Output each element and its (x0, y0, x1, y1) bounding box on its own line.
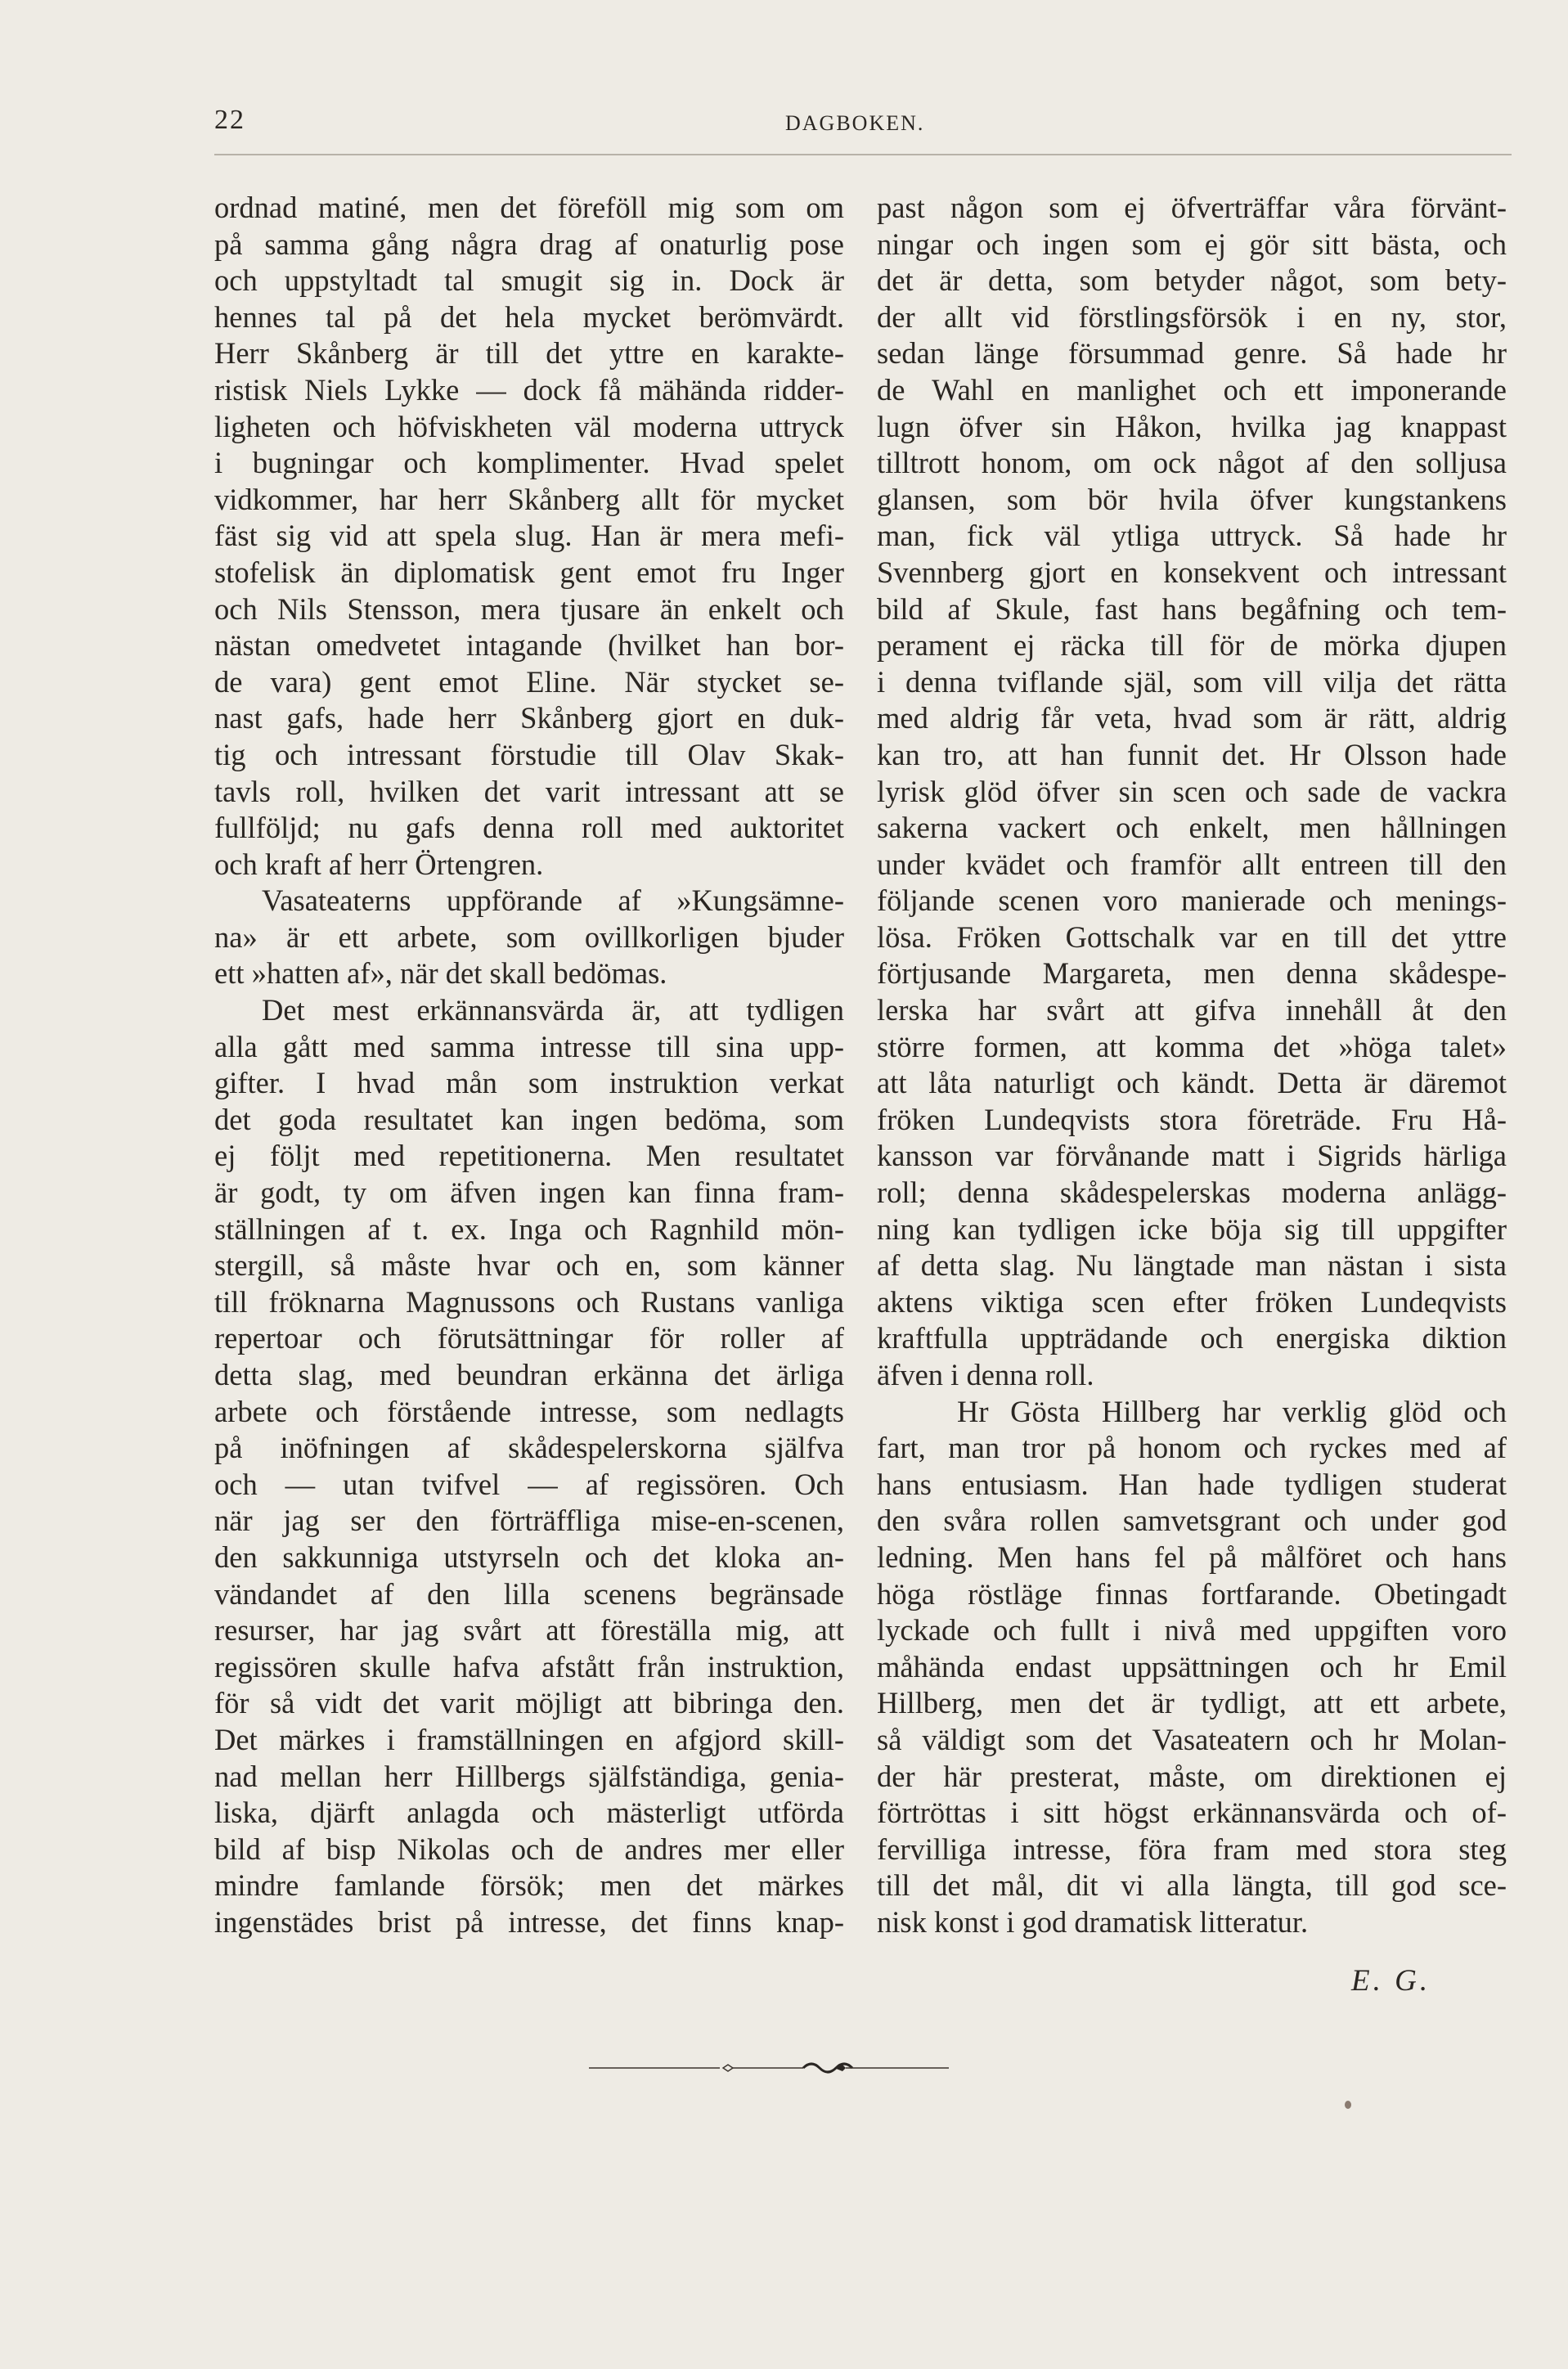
text-line: tig och intressant förstudie till Olav Skak- (214, 737, 844, 771)
text-line: hans entusiasm. Han hade tydligen studerat (877, 1467, 1507, 1501)
text-line: Det mest erkännansvärda är, att tydligen (262, 993, 844, 1027)
text-line: regissören skulle hafva afstått från instruktion, (214, 1649, 844, 1683)
text-line: vidkommer, har herr Skånberg allt för mycket (214, 482, 844, 516)
text-line: past någon som ej öfverträffar våra förvänt- (877, 191, 1507, 224)
ink-speck (1345, 2101, 1351, 2109)
text-line: äfven i denna roll. (877, 1358, 1094, 1391)
text-line: på inöfningen af skådespelerskorna själfva (214, 1431, 844, 1465)
text-line: kan tro, att han funnit det. Hr Olsson hade (877, 737, 1507, 771)
text-line: kansson var förvånande matt i Sigrids härliga (877, 1139, 1507, 1173)
text-line: tilltrott honom, om ock något af den solljusa (877, 446, 1507, 480)
text-line: ningar och ingen som ej gör sitt bästa, och (877, 227, 1507, 261)
text-line: Hr Gösta Hillberg har verklig glöd och (957, 1394, 1507, 1428)
text-line: ristisk Niels Lykke — dock få mähända ridder- (214, 372, 844, 407)
text-line: aktens viktiga scen efter fröken Lundeqvists (877, 1284, 1507, 1319)
text-line: af detta slag. Nu längtade man nästan i sista (877, 1248, 1507, 1283)
text-line: ställningen af t. ex. Inga och Ragnhild mön- (214, 1211, 844, 1246)
text-line: lugn öfver sin Håkon, hvilka jag knappast (877, 409, 1507, 443)
text-line: na» är ett arbete, som ovillkorligen bjuder (214, 919, 844, 954)
text-line: den svåra rollen samvetsgrant och under god (877, 1504, 1507, 1538)
text-line: och — utan tvifvel — af regissören. Och (214, 1467, 844, 1501)
text-line: förtjusande Margareta, men denna skådespe- (877, 956, 1507, 991)
text-line: arbete och förstående intresse, som nedlagts (214, 1394, 844, 1428)
text-line: ligheten och höfviskheten väl moderna uttryck (214, 409, 844, 443)
text-line: vändandet af den lilla scenens begränsade (214, 1576, 844, 1611)
text-line: är godt, ty om äfven ingen kan finna fram- (214, 1176, 844, 1210)
text-line: det goda resultatet kan ingen bedöma, som (214, 1102, 844, 1136)
text-line: lyckade och fullt i nivå med uppgiften voro (877, 1613, 1507, 1648)
text-line: fervilliga intresse, föra fram med stora steg (877, 1832, 1507, 1866)
text-line: ordnad matiné, men det föreföll mig som om (214, 191, 844, 224)
text-line: det är detta, som betyder något, som bety- (877, 263, 1507, 298)
text-line: med aldrig får veta, hvad som är rätt, aldrig (877, 701, 1507, 735)
text-line: så väldigt som det Vasateatern och hr Molan- (877, 1722, 1507, 1756)
text-line: och Nils Stensson, mera tjusare än enkelt och (214, 591, 844, 626)
text-line: ej följt med repetitionerna. Men resultatet (214, 1139, 844, 1173)
page-number: 22 (214, 105, 245, 135)
text-line: de vara) gent emot Eline. När stycket se- (214, 664, 844, 699)
text-line: under kvädet och framför allt entreen till den (877, 847, 1507, 881)
text-line: nast gafs, hade herr Skånberg gjort en duk- (214, 701, 844, 735)
text-line: ning kan tydligen icke böja sig till uppgifter (877, 1211, 1507, 1246)
text-line: lösa. Fröken Gottschalk var en till det yttre (877, 919, 1507, 954)
text-line: bild af Skule, fast hans begåfning och tem- (877, 591, 1507, 626)
text-line: och kraft af herr Örtengren. (214, 847, 544, 881)
text-line: der allt vid förstlingsförsök i en ny, stor, (877, 299, 1507, 334)
text-line: stofelisk än diplomatisk gent emot fru Inger (214, 555, 844, 589)
text-line: gifter. I hvad mån som instruktion verkat (214, 1066, 844, 1100)
text-line: hennes tal på det hela mycket berömvärdt. (214, 299, 844, 334)
text-line: nästan omedvetet intagande (hvilket han bor- (214, 628, 844, 663)
text-line: fäst sig vid att spela slug. Han är mera mefi- (214, 519, 844, 553)
text-line: i denna tviflande själ, som vill vilja det rätta (877, 664, 1507, 699)
text-line: bild af bisp Nikolas och de andres mer eller (214, 1832, 844, 1866)
tailpiece-ornament (589, 2058, 949, 2078)
text-line: nisk konst i god dramatisk litteratur. (877, 1904, 1309, 1939)
text-line: de Wahl en manlighet och ett imponerande (877, 372, 1507, 407)
text-line: i bugningar och komplimenter. Hvad spelet (214, 446, 844, 480)
text-line: ett »hatten af», när det skall bedömas. (214, 956, 667, 991)
text-line: resurser, har jag svårt att föreställa mig, att (214, 1613, 844, 1648)
text-line: Herr Skånberg är till det yttre en karakte- (214, 336, 844, 371)
text-line: roll; denna skådespelerskas moderna anlägg- (877, 1176, 1507, 1210)
header-rule (214, 154, 1512, 155)
text-line: när jag ser den förträffliga mise-en-scenen, (214, 1504, 844, 1538)
text-line: detta slag, med beundran erkänna det ärliga (214, 1358, 844, 1391)
text-line: nad mellan herr Hillbergs själfständiga, genia- (214, 1759, 844, 1793)
text-line: liska, djärft anlagda och mästerligt utförda (214, 1796, 844, 1830)
text-line: Hillberg, men det är tydligt, att ett arbete, (877, 1686, 1507, 1720)
text-line: Svennberg gjort en konsekvent och intressant (877, 555, 1507, 589)
text-line: fullföljd; nu gafs denna roll med auktoritet (214, 811, 844, 845)
text-line: man, fick väl ytliga uttryck. Så hade hr (877, 519, 1507, 553)
text-line: alla gått med samma intresse till sina upp- (214, 1029, 844, 1063)
text-line: ledning. Men hans fel på målföret och hans (877, 1540, 1507, 1574)
text-line: måhända endast uppsättningen och hr Emil (877, 1649, 1507, 1683)
text-line: att låta naturligt och kändt. Detta är däremot (877, 1066, 1507, 1100)
text-line: höga röstläge finnas fortfarande. Obetingadt (877, 1576, 1507, 1611)
text-line: förtröttas i sitt högst erkännansvärda och of- (877, 1796, 1507, 1830)
text-line: lyrisk glöd öfver sin scen och sade de vackra (877, 774, 1507, 808)
text-line: till fröknarna Magnussons och Rustans vanliga (214, 1284, 844, 1319)
running-title: DAGBOKEN. (785, 111, 925, 135)
text-line: för så vidt det varit möjligt att bibringa den. (214, 1686, 844, 1720)
left-column (214, 190, 844, 1941)
text-line: der här presterat, måste, om direktionen ej (877, 1759, 1507, 1793)
signature: E. G. (1351, 1964, 1431, 1998)
text-line: stergill, så måste hvar och en, som känner (214, 1248, 844, 1283)
text-line: fart, man tror på honom och ryckes med af (877, 1431, 1507, 1465)
text-line: till det mål, dit vi alla längta, till god sce- (877, 1868, 1507, 1903)
text-line: glansen, som bör hvila öfver kungstankens (877, 482, 1507, 516)
text-line: lerska har svårt att gifva innehåll åt den (877, 993, 1507, 1027)
text-line: sedan länge försummad genre. Så hade hr (877, 336, 1507, 371)
text-line: mindre famlande försök; men det märkes (214, 1868, 844, 1903)
text-line: den sakkunniga utstyrseln och det kloka an- (214, 1540, 844, 1574)
right-column (877, 190, 1507, 1941)
text-line: Det märkes i framställningen en afgjord skill- (214, 1722, 844, 1756)
text-line: fröken Lundeqvists stora företräde. Fru Hå- (877, 1102, 1507, 1136)
text-line: och uppstyltadt tal smugit sig in. Dock är (214, 263, 844, 298)
text-line: följande scenen voro manierade och menings- (877, 883, 1507, 918)
text-line: sakerna vackert och enkelt, men hållningen (877, 811, 1507, 845)
text-line: tavls roll, hvilken det varit intressant att se (214, 774, 844, 808)
text-line: kraftfulla uppträdande och energiska diktion (877, 1321, 1507, 1355)
text-line: på samma gång några drag af onaturlig pose (214, 227, 844, 261)
text-line: repertoar och förutsättningar för roller af (214, 1321, 844, 1355)
text-line: större formen, att komma det »höga talet» (877, 1029, 1507, 1063)
text-line: ingenstädes brist på intresse, det finns knap- (214, 1904, 844, 1939)
text-line: perament ej räcka till för de mörka djupen (877, 628, 1507, 663)
text-line: Vasateaterns uppförande af »Kungsämne- (262, 883, 844, 918)
